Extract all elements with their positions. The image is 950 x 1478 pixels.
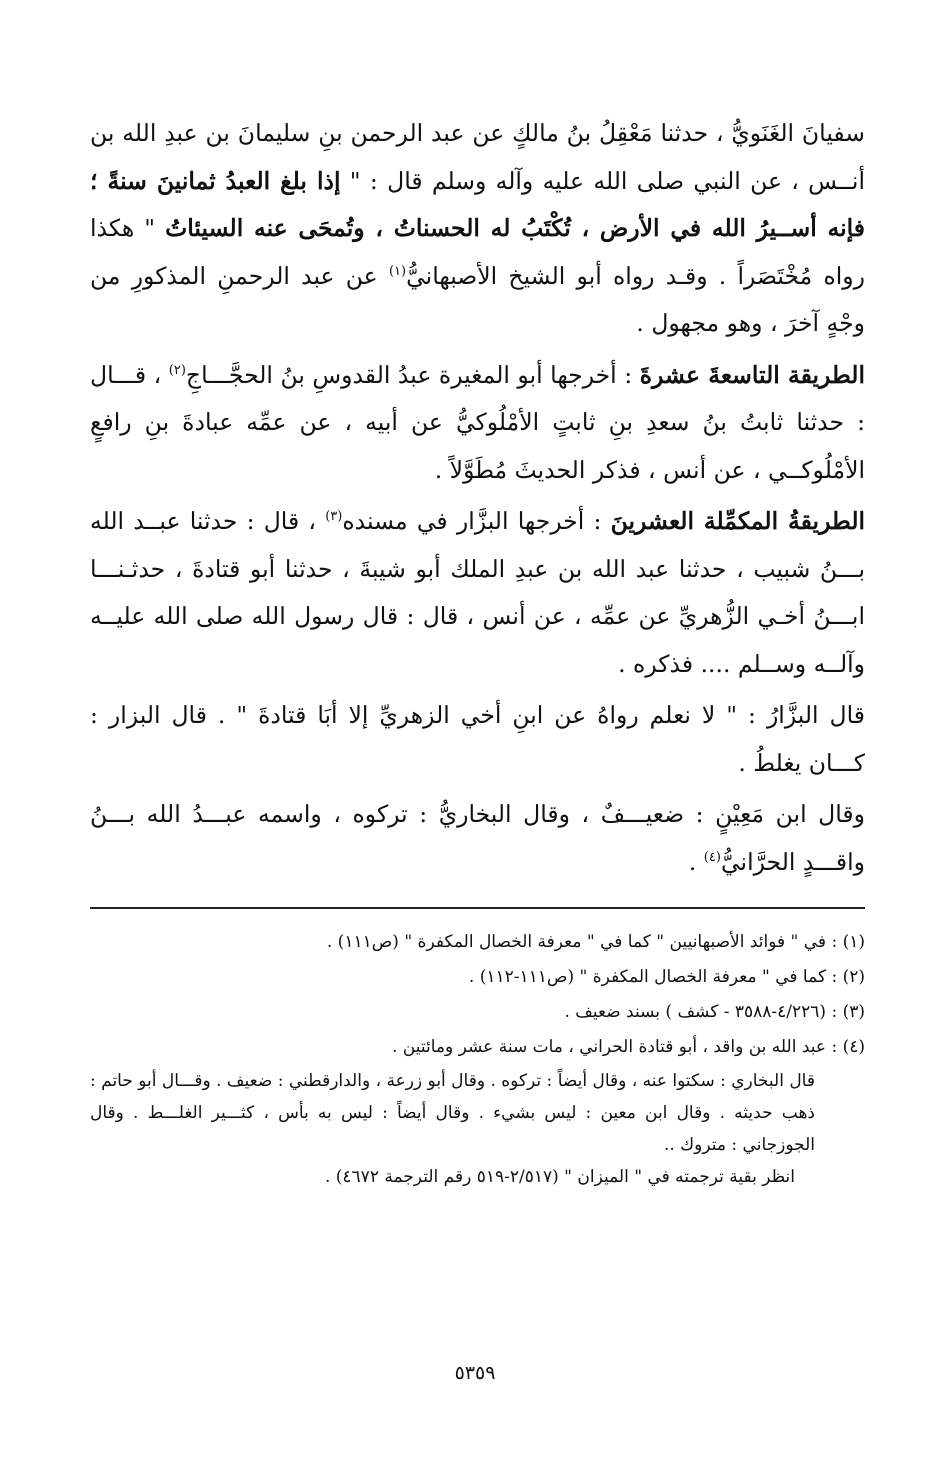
footnote-4-reference: انظر بقية ترجمته في " الميزان " (٢/٥١٧-٥١٩ رقم الترجمة ٤٦٧٢) . (324, 1167, 795, 1187)
paragraph-3 (90, 498, 865, 688)
text: ، قـــال : حدثنا ثابتُ بنُ سعدِ بنِ ثابتٍ الأمْلُوكيُّ عن أبيه ، عن عمِّه عبادةَ بنِ رافعٍ الأمْلُوكــي ، عن أنس ، فذكر الحديثَ مُطَوَّلاً . (90, 360, 865, 484)
text: : أخرجها البزَّار في مسنده (342, 507, 611, 535)
footnote-3: (٣) : (٤/٢٢٦-٣٥٨٨ - كشف ) بسند ضعيف . (564, 1002, 865, 1022)
page-number: ٥٣٥٩ (454, 1362, 496, 1384)
section-heading: الطريقةُ المكمِّلة العشرينَ (610, 507, 866, 535)
footnote-1: (١) : في " فوائد الأصبهانيين " كما في " معرفة الخصال المكفرة " (ص١١١) . (326, 932, 865, 952)
footnote-ref-2: (٢) (168, 362, 186, 378)
text: عن عبد الرحمنِ المذكورِ من وجْهٍ آخرَ ، وهو مجهول . (90, 261, 865, 337)
footnote-ref-1: (١) (388, 263, 407, 279)
footnote-4: (٤) : عبد الله بن واقد ، أبو قتادة الحراني ، مات سنة عشر ومائتين . (392, 1037, 865, 1057)
text: " هكذا رواه مُخْتَصَراً . وقـد رواه أبو الشيخ الأصبهانيُّ (90, 214, 865, 290)
hadith-text: إذا بلغ العبدُ ثمانينَ سنةً ؛ فإنه أســيرُ الله في الأرض ، تُكْتَبُ له الحسناتُ ، وتُمحَى عنه السيئاتُ (90, 166, 866, 242)
section-heading: الطريقة التاسعةَ عشرةَ (639, 360, 865, 389)
footnote-2: (٢) : كما في " معرفة الخصال المكفرة " (ص١١١-١١٢) . (468, 967, 865, 987)
footnote-4-detail: قال البخاري : سكتوا عنه ، وقال أيضاً : تركوه . وقال أبو زرعة ، والدارقطني : ضعيف . وقـــال أبو حاتم : ذهب حديثه . وقال ابن معين : ليس بشيء . وقال أيضاً : ليس به بأس ، كثـــير الغلـــط . وقال الجوزجاني : متروك .. (90, 1071, 815, 1155)
footnote-ref-3: (٣) (325, 509, 343, 525)
text: ، قال : حدثنا عبــد الله بـــنُ شبيب ، حدثنا عبد الله بن عبدِ الملك أبو شيبةَ ، حدثنا أبو قتادةَ ، حدثـنـــا ابـــنُ أخـي الزُّهريِّ عن عمِّه ، عن أنس ، قال : قال رسول الله صلى الله عليــه وآلــه وســلم .... فذكره . (90, 507, 865, 678)
footnote-ref-4: (٤) (703, 849, 721, 865)
paragraph-4 (90, 692, 865, 787)
text: وقال ابن مَعِيْنٍ : ضعيـــفٌ ، وقال البخاريُّ : تركوه ، واسمه عبـــدُ الله بـــنُ واقـــدٍ الحرَّانيُّ (90, 800, 865, 876)
footnotes (90, 925, 865, 1193)
main-text (90, 110, 865, 886)
text: . (688, 847, 704, 876)
text: سفيانَ الغَنَويُّ ، حدثنا مَعْقِلُ بنُ مالكٍ عن عبد الرحمن بنِ سليمانَ بن عبدِ الله بن أنــس ، عن النبي صلى الله عليه وآله وسلم قال : " (90, 119, 865, 195)
footnote-divider (90, 907, 865, 909)
paragraph-2 (90, 352, 865, 495)
text: : أخرجها أبو المغيرة عبدُ القدوسِ بنُ الحجَّـــاجِ (185, 360, 640, 389)
paragraph-1 (90, 110, 865, 348)
text: قال البزَّارُ : " لا نعلم رواهُ عن ابنِ أخي الزهريِّ إلا أبَا قتادةَ " . قال البزار : كـــان يغلطُ . (90, 701, 865, 777)
paragraph-5 (90, 791, 865, 886)
